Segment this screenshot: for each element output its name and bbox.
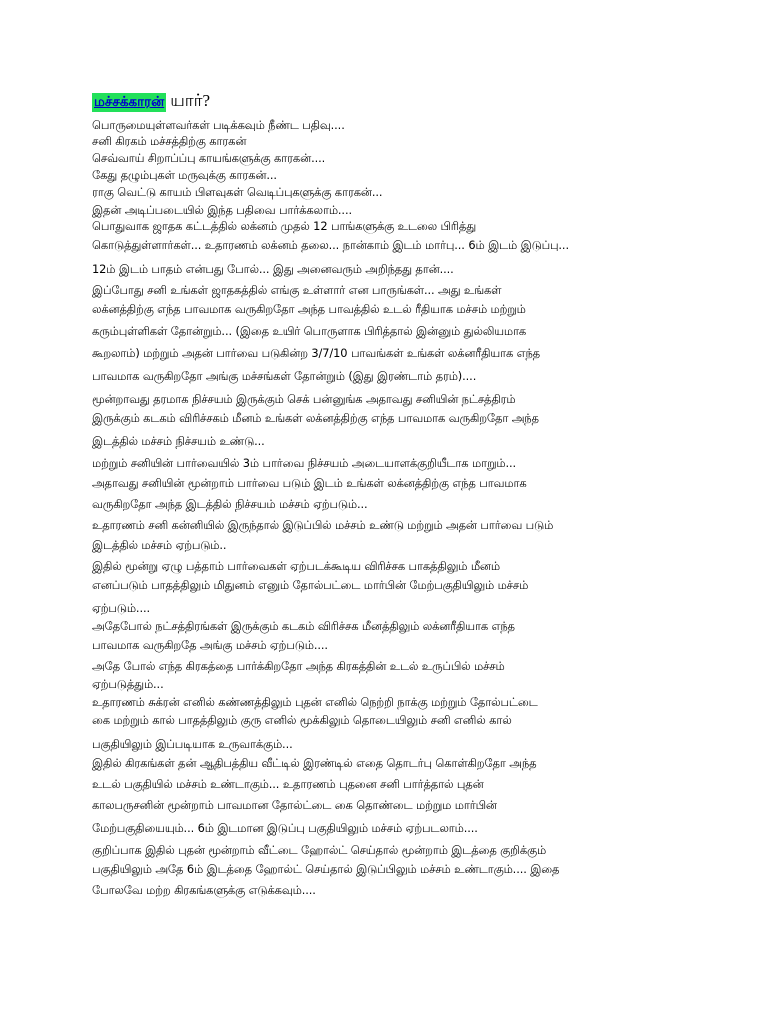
text-line: லக்னத்திற்கு எந்த பாவமாக வருகிறதோ அந்த பாவத்தில் உடல் ரீதியாக மச்சம் மற்றும் [92, 302, 526, 316]
text-line: செவ்வாய் சிறாப்ப்பு காயங்களுக்கு காரகன்.... [92, 151, 326, 165]
text-line: ஏற்படுத்தும்... [92, 677, 164, 691]
text-line: சனி கிரகம் மச்சத்திற்கு காரகன் [92, 134, 247, 148]
text-line: காலபருசனின் மூன்றாம் பாவமான தோல்ட்டை கை தொண்டை மற்றும மார்பின் [92, 798, 497, 812]
text-line: மற்றும் சனியின் பார்வையில் 3ம் பார்வை நிச்சயம் அடையாளக்குறியீடாக மாறும்... [92, 456, 517, 470]
text-line: பொருமையுள்ளவர்கள் படிக்கவும் நீண்ட பதிவு.... [92, 118, 345, 132]
text-line: இடத்தில் மச்சம் நிச்சயம் உண்டு... [92, 434, 265, 448]
text-line: கூறலாம்) மற்றும் அதன் பார்வை படுகின்ற 3/7/10 பாவங்கள் உங்கள் லக்னரீதியாக எந்த [92, 346, 540, 360]
text-line: உதாரணம் சனி கன்னியில் இருந்தால் இடுப்பில் மச்சம் உண்டு மற்றும் அதன் பார்வை படும் [92, 518, 554, 532]
text-line: பகுதியிலும் அதே 6ம் இடத்தை ஹோல்ட் செய்தால் இடுப்பிலும் மச்சம் உண்டாகும்.... இதை [92, 862, 560, 876]
text-line: கொடுத்துள்ளார்கள்... உதாரணம் லக்னம் தலை... நான்காம் இடம் மார்பு... 6ம் இடம் இடுப்பு... [92, 238, 569, 252]
text-line: ராகு வெட்டு காயம் பிளவுகள் வெடிப்புகளுக்கு காரகன்... [92, 185, 383, 199]
text-line: எனப்படும் பாதத்திலும் மிதுனம் எனும் தோல்பட்டை மார்பின் மேற்பகுதியிலும் மச்சம் [92, 578, 529, 592]
text-line: குறிப்பாக இதில் புதன் மூன்றாம் வீட்டை ஹோல்ட் செய்தால் மூன்றாம் இடத்தை குறிக்கும் [92, 843, 547, 857]
text-line: அதேபோல் நட்சத்திரங்கள் இருக்கும் கடகம் விரிச்சக மீனத்திலும் லக்னரீதியாக எந்த [92, 619, 515, 633]
document-title [92, 92, 210, 112]
text-line: மேற்பகுதியையும்... 6ம் இடமான இடுப்பு பகுதியிலும் மச்சம் ஏற்படலாம்.... [92, 821, 478, 835]
text-line: பொதுவாக ஜாதக கட்டத்தில் லக்னம் முதல் 12 பாங்களுக்கு உடலை பிரித்து [92, 219, 476, 233]
text-line: பகுதியிலும் இப்படியாக உருவாக்கும்... [92, 737, 293, 751]
text-line: இதில் மூன்று ஏழு பத்தாம் பார்வைகள் ஏற்படக்கூடிய விரிச்சக பாகத்திலும் மீனம் [92, 559, 500, 573]
text-line: போலவே மற்ற கிரகங்களுக்கு எடுக்கவும்.... [92, 883, 316, 897]
text-line: 12ம் இடம் பாதம் என்பது போல்... இது அனைவரும் அறிந்தது தான்.... [92, 262, 454, 276]
text-line: கேது தழும்புகள் மருவுக்கு காரகன்... [92, 168, 277, 182]
text-line: அதே போல் எந்த கிரகத்தை பார்க்கிறதோ அந்த கிரகத்தின் உடல் உருப்பில் மச்சம் [92, 659, 505, 673]
title-rest: யார்? [170, 91, 211, 110]
text-line: பாவமாக வருகிறதே அங்கு மச்சம் ஏற்படும்.... [92, 638, 328, 652]
text-line: இதன் அடிப்படையில் இந்த பதிவை பார்க்கலாம்.... [92, 203, 352, 217]
title-highlight: மச்சக்காரன் [94, 93, 165, 110]
text-line: கை மற்றும் கால் பாதத்திலும் குரு எனில் மூக்கிலும் தொடையிலும் சனி எனில் கால் [92, 713, 512, 727]
text-line: உடல் பகுதியில் மச்சம் உண்டாகும்... உதாரணம் புதனை சனி பார்த்தால் புதன் [92, 777, 484, 791]
text-line: அதாவது சனியின் மூன்றாம் பார்வை படும் இடம் உங்கள் லக்னத்திற்கு எந்த பாவமாக [92, 476, 527, 490]
text-line: இடத்தில் மச்சம் ஏற்படும்.. [92, 538, 227, 552]
text-line: பாவமாக வருகிறதோ அங்கு மச்சங்கள் தோன்றும் (இது இரண்டாம் தரம்).... [92, 369, 477, 383]
text-line: ஏற்படும்.... [92, 601, 151, 615]
text-line: இப்போது சனி உங்கள் ஜாதகத்தில் எங்கு உள்ளார் என பாருங்கள்... அது உங்கள் [92, 283, 502, 297]
text-line: இருக்கும் கடகம் விரிச்சகம் மீனம் உங்கள் லக்னத்திற்கு எந்த பாவமாக வருகிறதோ அந்த [92, 411, 539, 425]
text-line: இதில் கிரகங்கள் தன் ஆதிபத்திய வீட்டில் இரண்டில் எதை தொடர்பு கொள்கிறதோ அந்த [92, 756, 537, 770]
text-line: உதாரணம் சுக்ரன் எனில் கண்ணத்திலும் புதன் எனில் நெற்றி நாக்கு மற்றும் தோல்பட்டை [92, 695, 538, 709]
text-line: வருகிறதோ அந்த இடத்தில் நிச்சயம் மச்சம் ஏற்படும்... [92, 497, 368, 511]
text-line: கரும்புள்ளிகள் தோன்றும்... (இதை உயிர் பொருளாக பிரித்தால் இன்னும் துல்லியமாக [92, 324, 527, 338]
text-line: மூன்றாவது தரமாக நிச்சயம் இருக்கும் செக் பன்னுங்க அதாவது சனியின் நட்சத்திரம் [92, 392, 516, 406]
